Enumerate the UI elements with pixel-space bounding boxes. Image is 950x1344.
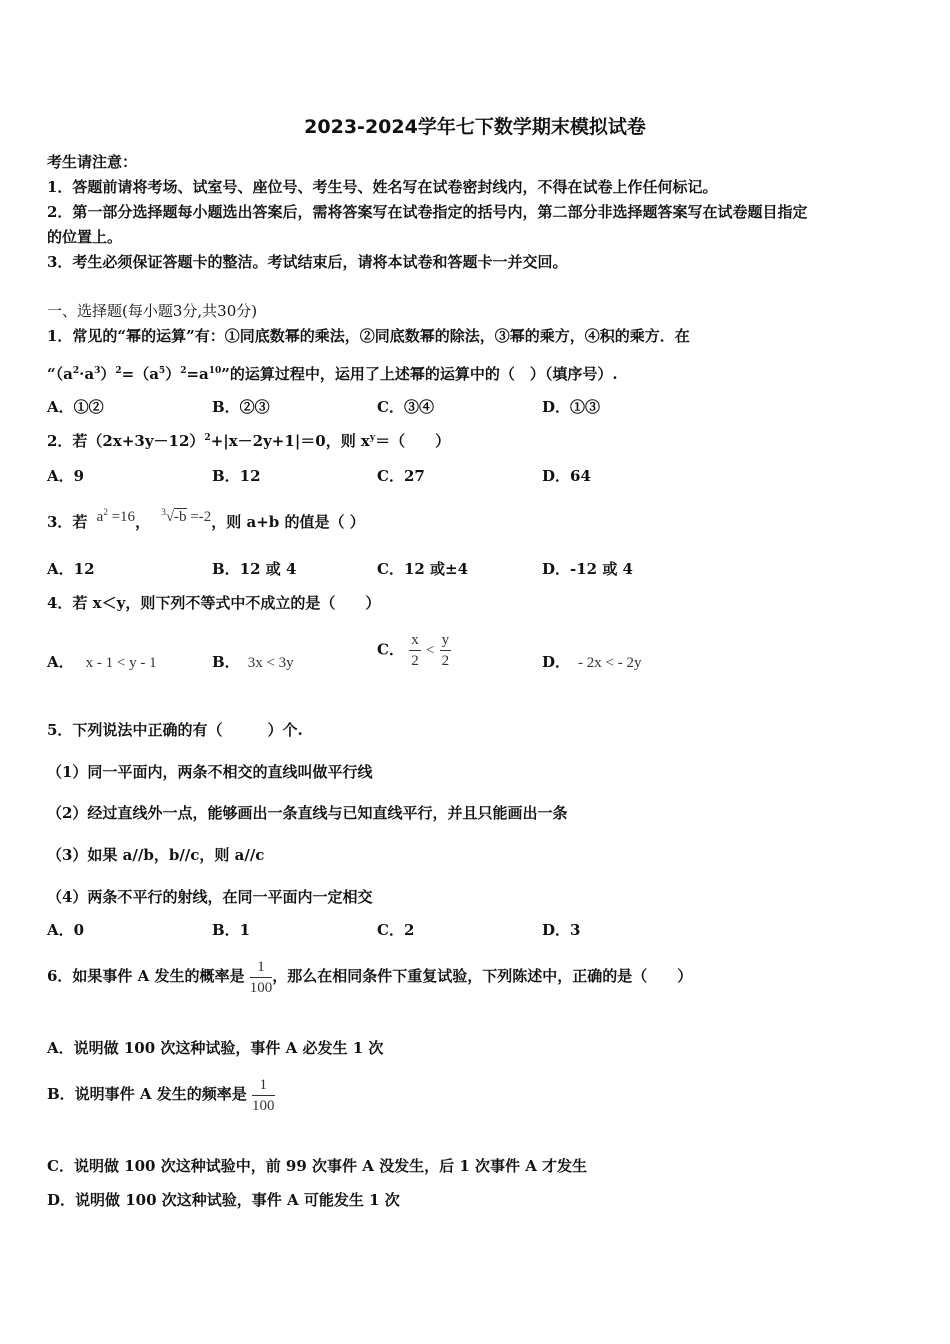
q6-probability-frac: $\frac{1}{100}$ [249, 958, 273, 996]
q3-eq1: $a^2 =16$ [96, 507, 136, 525]
q6-option-b: B．说明事件 A 发生的频率是 $\frac{1}{100}$ [47, 1076, 275, 1114]
q3-eq2: $^3$√-b =-2 [161, 507, 212, 525]
q5-statement-4: （4）两条不平行的射线，在同一平面内一定相交 [47, 888, 373, 906]
q2-option-c: C．27 [377, 467, 425, 485]
q5-statement-3: （3）如果 a//b，b//c，则 a//c [47, 846, 265, 864]
q3-stem: 3．若 $a^2 =16$， $^3$√-b =-2，则 a+b 的值是（ ） [47, 507, 365, 531]
q2-option-d: D．64 [542, 467, 591, 485]
notice-item-1: 1．答题前请将考场、试室号、座位号、考生号、姓名写在试卷密封线内，不得在试卷上作任何标记。 [47, 178, 718, 196]
q3-option-c: C．12 或±4 [377, 560, 469, 578]
q4-option-d: D． - 2x < - 2y [542, 653, 642, 671]
q5-statement-1: （1）同一平面内，两条不相交的直线叫做平行线 [47, 763, 373, 781]
q4-c-frac-right: $\frac{y}{2}$ [441, 632, 450, 669]
q3-option-d: D．-12 或 4 [542, 560, 633, 578]
q4-stem: 4．若 x＜y，则下列不等式中不成立的是（ ） [47, 594, 381, 612]
q4-option-b: B． 3x < 3y [212, 653, 294, 671]
q1-expression: “$(a^2\cdot a^3)^2=(a^5)^2=a^{10}$”的运算过程中，运用了上述幂的运算中的（ ）（填序号）. [47, 365, 618, 383]
q1-option-d: D．①③ [542, 398, 601, 416]
q5-option-b: B．1 [212, 921, 251, 939]
page-title: 2023-2024学年七下数学期末模拟试卷 [304, 116, 646, 138]
q1-option-c: C．③④ [377, 398, 434, 416]
q2-option-a: A．9 [47, 467, 85, 485]
notice-item-3: 3．考生必须保证答题卡的整洁。考试结束后，请将本试卷和答题卡一并交回。 [47, 253, 568, 271]
radical-icon: √ [165, 509, 175, 525]
q4-c-frac-left: $\frac{x}{2}$ [411, 632, 419, 669]
q5-option-d: D．3 [542, 921, 581, 939]
q5-option-a: A．0 [47, 921, 85, 939]
notice-heading: 考生请注意： [47, 153, 138, 171]
q6-optb-frac: $\frac{1}{100}$ [252, 1076, 275, 1114]
q6-option-d: D．说明做 100 次这种试验，事件 A 可能发生 1 次 [47, 1191, 400, 1209]
q1-option-b: B．②③ [212, 398, 270, 416]
q6-stem: 6．如果事件 A 发生的概率是 $\frac{1}{100}$ ，那么在相同条件下重复试验，下列陈述中，正确的是（ ） [47, 958, 693, 996]
q1-option-a: A．①② [47, 398, 104, 416]
q4-option-a: A． x - 1 < y - 1 [47, 653, 157, 671]
q4-option-c: C． $\frac{x}{2}$ < $\frac{y}{2}$ [377, 632, 450, 669]
q3-option-b: B．12 或 4 [212, 560, 297, 578]
notice-item-2-cont: 的位置上。 [47, 228, 123, 246]
notice-item-2: 2．第一部分选择题每小题选出答案后，需将答案写在试卷指定的括号内，第二部分非选择题答案写在试卷题目指定 [47, 203, 808, 221]
q5-statement-2: （2）经过直线外一点，能够画出一条直线与已知直线平行，并且只能画出一条 [47, 804, 568, 822]
q6-option-a: A．说明做 100 次这种试验，事件 A 必发生 1 次 [47, 1039, 384, 1057]
q1-stem: 1．常见的“幂的运算”有：①同底数幂的乘法，②同底数幂的除法，③幂的乘方，④积的乘方．在 [47, 327, 690, 345]
q2-stem: 2．若$(2x+3y-12)^2+|x-2y+1|=0$，则 $x^y=$（ ） [47, 432, 451, 450]
q3-option-a: A．12 [47, 560, 95, 578]
section-heading: 一、选择题(每小题3分,共30分) [47, 302, 258, 320]
q5-option-c: C．2 [377, 921, 415, 939]
q5-stem: 5．下列说法中正确的有（ ）个. [47, 721, 303, 739]
q2-option-b: B．12 [212, 467, 261, 485]
q6-option-c: C．说明做 100 次这种试验中，前 99 次事件 A 没发生，后 1 次事件 A 才发生 [47, 1157, 588, 1175]
